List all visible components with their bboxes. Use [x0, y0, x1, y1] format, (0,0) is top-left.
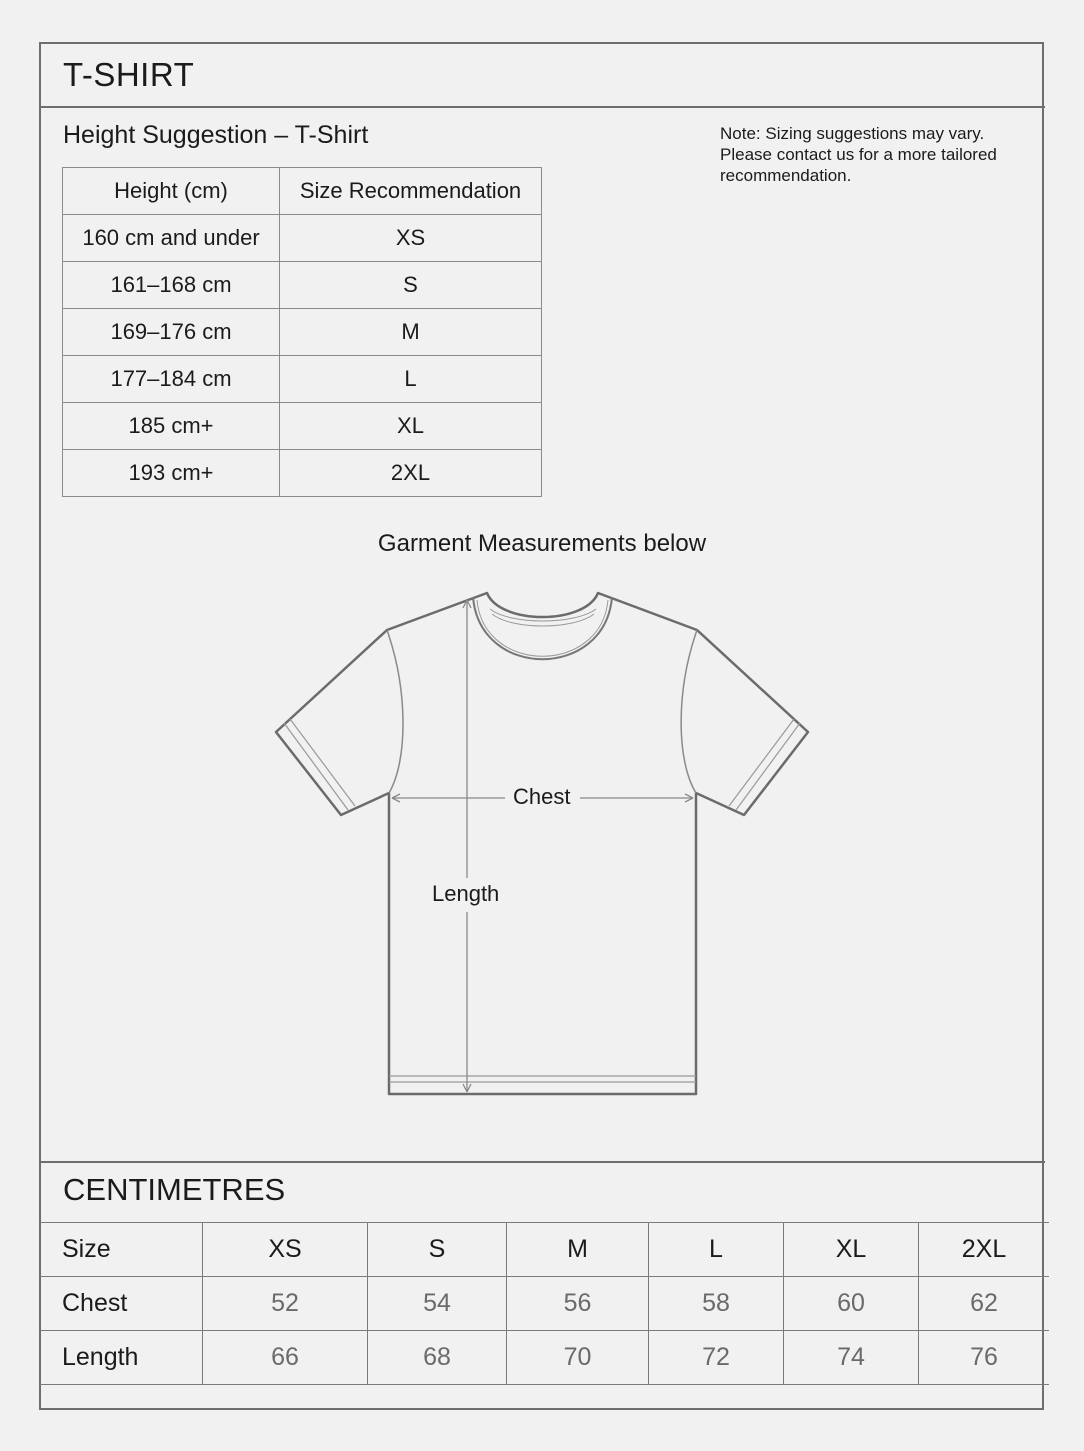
height-section-heading: Height Suggestion – T-Shirt	[63, 121, 369, 149]
height-cell: 185 cm+	[63, 403, 280, 450]
length-measure-arrow	[463, 600, 471, 1092]
page-title: T-SHIRT	[63, 56, 195, 93]
value-cell: 54	[368, 1277, 507, 1331]
table-row	[39, 1277, 1049, 1331]
collar-inner	[473, 597, 612, 659]
note-line: Please contact us for a more tailored	[720, 145, 997, 164]
value-cell: 60	[784, 1277, 919, 1331]
value-cell: 72	[649, 1331, 784, 1385]
size-cell: M	[280, 309, 542, 356]
size-header: L	[649, 1223, 784, 1277]
size-cell: L	[280, 356, 542, 403]
tshirt-outline	[276, 593, 808, 1094]
size-cell: XL	[280, 403, 542, 450]
left-armhole-seam	[387, 630, 403, 793]
height-cell: 160 cm and under	[63, 215, 280, 262]
value-cell: 52	[203, 1277, 368, 1331]
size-header: S	[368, 1223, 507, 1277]
measurements-table	[39, 1222, 1049, 1385]
row-label: Size	[39, 1223, 203, 1277]
row-label: Length	[39, 1331, 203, 1385]
size-header: 2XL	[919, 1223, 1050, 1277]
height-cell: 161–168 cm	[63, 262, 280, 309]
value-cell: 68	[368, 1331, 507, 1385]
size-header: XL	[784, 1223, 919, 1277]
divider	[39, 1161, 1045, 1163]
value-cell: 58	[649, 1277, 784, 1331]
garment-heading: Garment Measurements below	[377, 530, 707, 557]
height-cell: 177–184 cm	[63, 356, 280, 403]
note-line: Note: Sizing suggestions may vary.	[720, 124, 985, 143]
value-cell: 62	[919, 1277, 1050, 1331]
centimetres-heading: CENTIMETRES	[63, 1172, 286, 1207]
height-cell: 169–176 cm	[63, 309, 280, 356]
value-cell: 74	[784, 1331, 919, 1385]
size-cell: 2XL	[280, 450, 542, 497]
value-cell: 76	[919, 1331, 1050, 1385]
right-armhole-seam	[681, 630, 697, 793]
value-cell: 70	[507, 1331, 649, 1385]
note-line: recommendation.	[720, 166, 852, 185]
table-row	[39, 1331, 1049, 1385]
row-label: Chest	[39, 1277, 203, 1331]
chest-label: Chest	[505, 784, 578, 810]
height-cell: 193 cm+	[63, 450, 280, 497]
size-header: XS	[203, 1223, 368, 1277]
size-cell: XS	[280, 215, 542, 262]
column-header: Height (cm)	[63, 168, 280, 215]
value-cell: 56	[507, 1277, 649, 1331]
table-header-row	[39, 1223, 1049, 1277]
length-label: Length	[424, 881, 507, 907]
value-cell: 66	[203, 1331, 368, 1385]
column-header: Size Recommendation	[280, 168, 542, 215]
size-cell: S	[280, 262, 542, 309]
size-header: M	[507, 1223, 649, 1277]
